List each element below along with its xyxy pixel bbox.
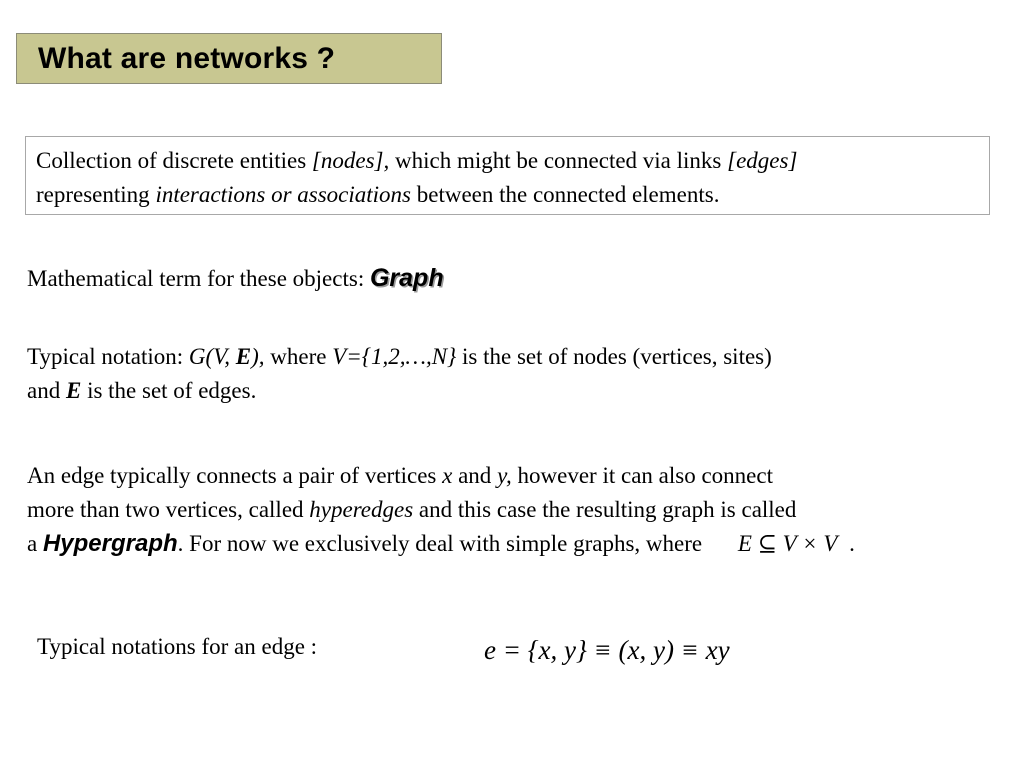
definition-text: which might be connected via links — [389, 148, 728, 173]
edge-text: however it can also connect — [511, 463, 773, 488]
edges-term: [edges] — [727, 148, 798, 173]
subset-expression: E ⊆ V × V — [737, 531, 838, 556]
notation-text: and — [27, 378, 66, 403]
notation-text: is the set of edges. — [81, 378, 257, 403]
edge-text: . For now we exclusively deal with simple graphs, where — [177, 531, 708, 556]
edge-text: An edge typically connects a pair of vertices — [27, 463, 443, 488]
notation-line-1 — [27, 340, 772, 374]
nodes-term: [nodes], — [311, 148, 390, 173]
definition-line-2 — [36, 178, 979, 212]
vertex-x: x — [442, 463, 453, 488]
hyperedges-term: hyperedges — [309, 497, 414, 522]
edge-line-3 — [27, 527, 855, 561]
notation-text: where — [264, 344, 333, 369]
notation-line-2 — [27, 374, 772, 408]
hypergraph-term: Hypergraph — [42, 530, 178, 557]
edge-equation — [484, 632, 730, 668]
notation-text: Typical notation: — [27, 344, 189, 369]
graph-notation-close: ), — [251, 344, 265, 369]
notation-text: is the set of nodes (vertices, sites) — [456, 344, 772, 369]
edge-text: and — [452, 463, 498, 488]
edge-set-symbol: E — [65, 378, 82, 403]
slide-title: What are networks ? — [38, 41, 336, 75]
edge-paragraph — [27, 459, 855, 561]
notation-paragraph — [27, 340, 772, 408]
edge-text: a — [27, 531, 43, 556]
edge-set-symbol: E — [235, 344, 252, 369]
edge-line-2 — [27, 493, 855, 527]
edge-equation-text: e = {x, y} ≡ (x, y) ≡ xy — [484, 635, 730, 665]
edge-text: and this case the resulting graph is called — [413, 497, 797, 522]
math-term-text: Mathematical term for these objects: — [27, 266, 370, 291]
definition-text: Collection of discrete entities — [36, 148, 312, 173]
graph-term: Graph — [369, 264, 444, 292]
math-term-paragraph — [27, 261, 444, 296]
typical-notation-label: Typical notations for an edge : — [37, 634, 318, 659]
definition-box — [25, 136, 990, 215]
definition-text: between the connected elements. — [411, 182, 720, 207]
vertex-y: y, — [497, 463, 512, 488]
interactions-term: interactions or associations — [155, 182, 411, 207]
edge-line-1 — [27, 459, 855, 493]
edge-text: . — [843, 531, 855, 556]
graph-notation: G(V, — [188, 344, 236, 369]
vertex-set: V={1,2,…,N} — [332, 344, 457, 369]
definition-line-1 — [36, 144, 979, 178]
edge-text: more than two vertices, called — [27, 497, 310, 522]
definition-text: representing — [36, 182, 156, 207]
slide-title-box — [16, 33, 442, 84]
